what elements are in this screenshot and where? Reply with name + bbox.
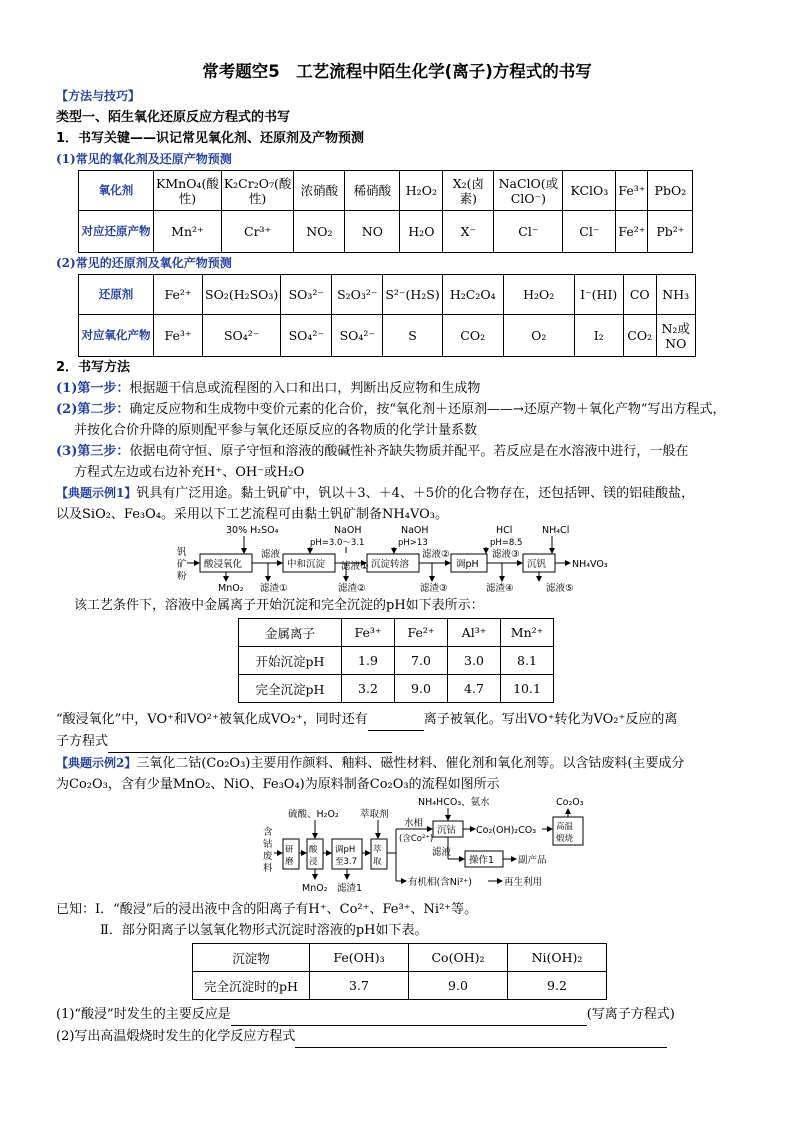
- cell: NH₃: [656, 275, 695, 315]
- flow1-cond-3: pH=8.5: [490, 538, 523, 548]
- question-2: [56, 1026, 738, 1048]
- flow2-residue: 滤渣1: [337, 883, 363, 894]
- flow1-cond-2: pH>13: [398, 538, 428, 548]
- flow2-reagent-1: 硫酸、H₂O₂: [288, 809, 339, 820]
- flow1-filtrate-1: 滤液①: [341, 561, 369, 572]
- flow1-start-3: 粉: [177, 571, 187, 582]
- known-1: 已知：Ⅰ．“酸浸”后的浸出液中含的阳离子有H⁺、Co²⁺、Fe³⁺、Ni²⁺等。: [56, 902, 478, 917]
- step1-label: (1)第一步：: [56, 381, 130, 396]
- cell: Mn²⁺: [501, 619, 554, 647]
- cell: Pb²⁺: [648, 211, 693, 253]
- answer-blank[interactable]: [108, 731, 392, 753]
- ph-table-2: [192, 943, 607, 1000]
- cell: SO₂(H₂SO₃): [203, 275, 281, 315]
- question-1: [56, 1004, 738, 1026]
- cell: 3.0: [448, 647, 501, 675]
- flow2-reagent-2: 萃取剂: [360, 809, 389, 820]
- cell: 10.1: [501, 675, 554, 703]
- flow-diagram-1: [56, 523, 738, 595]
- cell: S: [383, 315, 442, 357]
- flow2-box-4-label2: 取: [373, 857, 382, 867]
- flow2-box-1-label: 研: [285, 845, 294, 855]
- cell: SO₄²⁻: [203, 315, 281, 357]
- example2-tag: 【典题示例2】: [56, 756, 137, 770]
- flow-diagram-2: [56, 795, 738, 899]
- cell: Al³⁺: [448, 619, 501, 647]
- cell: CO: [623, 275, 656, 315]
- cell: 9.2: [508, 972, 607, 1000]
- cell: X⁻: [443, 211, 494, 253]
- reductant-label: 还原剂: [79, 275, 154, 315]
- cell: O₂: [503, 315, 574, 357]
- cell: SO₄²⁻: [332, 315, 383, 357]
- section1-heading: 1．书写关键——识记常见氧化剂、还原剂及产物预测: [56, 131, 365, 146]
- example1-question: [56, 709, 738, 731]
- section2-heading: 2．书写方法: [56, 360, 131, 375]
- example2-intro: [56, 753, 738, 774]
- cell: Fe³⁺: [154, 315, 203, 357]
- cell: 沉淀物: [193, 944, 310, 972]
- flow1-start-1: 钒: [177, 547, 187, 558]
- step3-text: 依据电荷守恒、原子守恒和溶液的酸碱性补齐缺失物质并配平。若反应是在水溶液中进行，一般在: [129, 444, 689, 459]
- cell: PbO₂: [648, 171, 693, 211]
- flow2-start-4: 料: [263, 863, 273, 874]
- cell: Cl⁻: [563, 211, 616, 253]
- type1-heading: 类型一、陌生氧化还原反应方程式的书写: [56, 110, 291, 125]
- cell: CO₂: [623, 315, 656, 357]
- cell: H₂O: [400, 211, 443, 253]
- cell: 金属离子: [239, 619, 342, 647]
- flow2-box-5-label: 沉钴: [437, 825, 457, 836]
- page-title: 常考题空5 工艺流程中陌生化学(离子)方程式的书写: [202, 62, 592, 81]
- flow1-product: NH₄VO₃: [572, 559, 608, 570]
- cell: CO₂: [442, 315, 503, 357]
- flow2-water2: (含Co²⁺): [399, 834, 434, 844]
- flow2-by: 副产品: [518, 855, 547, 866]
- flow2-start-1: 含: [263, 827, 273, 838]
- oxidant-table: [78, 170, 693, 253]
- oxidized-label: 对应氧化产物: [79, 315, 154, 357]
- cell: 3.7: [310, 972, 409, 1000]
- cell: 8.1: [501, 647, 554, 675]
- flow1-cond-1: pH=3.0～3.1: [310, 538, 365, 548]
- reductant-table: [78, 274, 696, 357]
- flow1-filtrate-2: 滤液②: [422, 549, 450, 560]
- flow2-box-4-label: 萃: [373, 845, 382, 855]
- cell: Fe³⁺: [616, 171, 648, 211]
- flow2-filt: 滤液: [432, 847, 452, 858]
- cell: I₂: [574, 315, 623, 357]
- flow1-reagent-4: HCl: [496, 525, 513, 536]
- cell: X₂(卤素): [443, 171, 494, 211]
- flow1-residue-3: 滤渣③: [420, 583, 448, 594]
- flow2-box-3-label2: 至3.7: [335, 857, 358, 867]
- step3: [56, 441, 738, 462]
- cell: 开始沉淀pH: [239, 647, 342, 675]
- cell: KClO₃: [563, 171, 616, 211]
- step2: [56, 399, 738, 420]
- flow1-filter-1: 滤液: [261, 549, 281, 560]
- cell: N₂或NO: [656, 315, 695, 357]
- cell: 完全沉淀时的pH: [193, 972, 310, 1000]
- flow1-reagent-3: NaOH: [401, 525, 429, 536]
- flow1-residue-4: 滤渣④: [486, 583, 514, 594]
- example1-intro: [56, 483, 738, 504]
- cell: Fe²⁺: [154, 275, 203, 315]
- flow2-box-6-label: 高温: [556, 822, 574, 832]
- flow1-reagent-1: 30% H₂SO₄: [226, 525, 279, 536]
- cell: H₂O₂: [503, 275, 574, 315]
- answer-blank[interactable]: [295, 1026, 667, 1048]
- flow1-residue-5: 滤液⑤: [546, 583, 574, 594]
- flow2-org: 有机相(含Ni²⁺): [408, 877, 472, 888]
- flow2-water: 水相: [404, 818, 424, 829]
- cell: S²⁻(H₂S): [383, 275, 442, 315]
- cell: Cr³⁺: [221, 211, 294, 253]
- cell: NO₂: [294, 211, 345, 253]
- sub2-heading: (2)常见的还原剂及氧化产物预测: [56, 256, 232, 270]
- oxidant-label: 氧化剂: [79, 171, 154, 211]
- reduced-label: 对应还原产物: [79, 211, 154, 253]
- step1: [56, 378, 738, 399]
- flow1-residue-1: 滤渣①: [260, 583, 288, 594]
- flow2-reuse: 再生利用: [504, 877, 543, 888]
- q-tail: (写离子方程式): [586, 1007, 675, 1022]
- cell: S₂O₃²⁻: [332, 275, 383, 315]
- step3-label: (3)第三步：: [56, 444, 130, 459]
- flow1-mno2: MnO₂: [218, 583, 244, 594]
- cell: I⁻(HI): [574, 275, 623, 315]
- cell: NO: [345, 211, 400, 253]
- cell: 浓硝酸: [294, 171, 345, 211]
- page: [56, 58, 738, 1048]
- flow1-reagent-2: NaOH: [334, 525, 362, 536]
- flow2-box-3-label: 调pH: [335, 845, 356, 855]
- cell: 7.0: [395, 647, 448, 675]
- cell: Co(OH)₂: [409, 944, 508, 972]
- cell: NaClO(或ClO⁻): [494, 171, 563, 211]
- cell: Cl⁻: [494, 211, 563, 253]
- flow2-start-2: 钴: [263, 839, 273, 850]
- answer-blank[interactable]: [231, 1004, 587, 1026]
- q-text: 子方程式: [56, 734, 109, 749]
- q-text: “酸浸氧化”中，VO⁺和VO²⁺被氧化成VO₂⁺，同时还有: [56, 712, 368, 727]
- flow2-mid: Co₂(OH)₂CO₃: [476, 825, 537, 836]
- flow2-nh: NH₄HCO₃、氨水: [418, 797, 490, 808]
- cell: Fe(OH)₃: [310, 944, 409, 972]
- flow1-box-5-label: 沉钒: [527, 559, 547, 570]
- step3-cont: 方程式左边或右边补充H⁺、OH⁻或H₂O: [74, 465, 305, 480]
- cell: 3.2: [342, 675, 395, 703]
- example1-intro-cont: 以及SiO₂、Fe₃O₄。采用以下工艺流程可由黏土钒矿制备NH₄VO₃。: [56, 507, 448, 522]
- cell: Mn²⁺: [154, 211, 222, 253]
- cell: Fe²⁺: [616, 211, 648, 253]
- answer-blank[interactable]: [368, 709, 424, 731]
- ph-table-1: [238, 618, 554, 703]
- flow2-box-6-label2: 煅烧: [556, 834, 574, 844]
- q-text: (1)“酸浸”时发生的主要反应是: [56, 1007, 231, 1022]
- method-tag: 【方法与技巧】: [56, 89, 141, 103]
- example2-text: 三氧化二钴(Co₂O₃)主要用作颜料、釉料、磁性材料、催化剂和氧化剂等。以含钴废料(主要成分: [136, 756, 685, 771]
- q-text: 离子被氧化。写出VO⁺转化为VO₂⁺反应的离: [423, 712, 678, 727]
- cell: Fe³⁺: [342, 619, 395, 647]
- example2-intro-cont: 为Co₂O₃，含有少量MnO₂、NiO、Fe₃O₄)为原料制备Co₂O₃的流程如图所示: [56, 777, 500, 792]
- flow1-residue-2: 滤渣②: [338, 583, 366, 594]
- cell: 9.0: [409, 972, 508, 1000]
- flow1-box-3-label: 沉淀转溶: [371, 559, 410, 570]
- example1-tag: 【典题示例1】: [56, 486, 137, 500]
- flow1-filtrate-3: 滤液③: [492, 549, 520, 560]
- flow1-box-1-label: 酸浸氧化: [204, 559, 243, 570]
- cell: 1.9: [342, 647, 395, 675]
- example1-condition: 该工艺条件下，溶液中金属离子开始沉淀和完全沉淀的pH如下表所示：: [74, 598, 484, 613]
- cell: 4.7: [448, 675, 501, 703]
- q-text: (2)写出高温煅烧时发生的化学反应方程式: [56, 1029, 296, 1044]
- flow2-box-7-label: 操作1: [469, 855, 495, 866]
- known-2: Ⅱ．部分阳离子以氢氧化物形式沉淀时溶液的pH如下表。: [100, 923, 428, 938]
- step2-label: (2)第二步：: [56, 402, 130, 417]
- flow2-co2o3: Co₂O₃: [556, 797, 584, 808]
- example1-question-cont: [56, 731, 738, 753]
- flow2-start-3: 废: [263, 851, 273, 862]
- cell: 完全沉淀pH: [239, 675, 342, 703]
- flow2-mno2: MnO₂: [302, 883, 328, 894]
- sub1-heading: (1)常见的氧化剂及还原产物预测: [56, 152, 232, 166]
- flow1-reagent-5: NH₄Cl: [542, 525, 570, 536]
- flow1-box-2-label: 中和沉淀: [287, 559, 326, 570]
- cell: SO₄²⁻: [281, 315, 332, 357]
- cell: 稀硝酸: [345, 171, 400, 211]
- cell: KMnO₄(酸性): [154, 171, 222, 211]
- cell: SO₃²⁻: [281, 275, 332, 315]
- cell: 9.0: [395, 675, 448, 703]
- step2-cont: 并按化合价升降的原则配平参与氧化还原反应的各物质的化学计量系数: [74, 423, 478, 438]
- step2-text: 确定反应物和生成物中变价元素的化合价，按“氧化剂＋还原剂——→还原产物＋氧化产物”写出方程式，: [129, 402, 726, 417]
- flow1-start-2: 矿: [177, 559, 187, 570]
- cell: Ni(OH)₂: [508, 944, 607, 972]
- flow2-box-1-label2: 磨: [285, 857, 294, 867]
- cell: H₂C₂O₄: [442, 275, 503, 315]
- flow1-box-4-label: 调pH: [456, 559, 479, 570]
- cell: H₂O₂: [400, 171, 443, 211]
- cell: K₂Cr₂O₇(酸性): [221, 171, 294, 211]
- flow2-box-2-label2: 浸: [309, 857, 318, 867]
- example1-text: 钒具有广泛用途。黏土钒矿中，钒以＋3、＋4、＋5价的化合物存在，还包括钾、镁的铝硅酸盐，: [136, 486, 695, 501]
- flow2-box-2-label: 酸: [309, 845, 318, 855]
- step1-text: 根据题干信息或流程图的入口和出口，判断出反应物和生成物: [129, 381, 481, 396]
- cell: Fe²⁺: [395, 619, 448, 647]
